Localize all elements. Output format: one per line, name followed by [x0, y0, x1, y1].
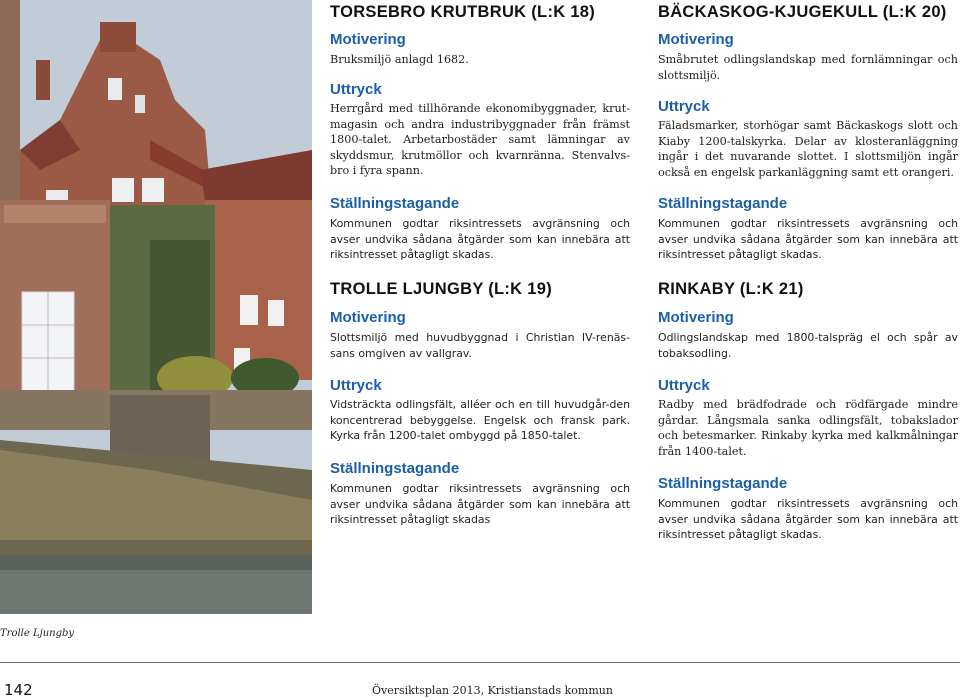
section-title: TORSEBRO KRUTBRUK (L:K 18) [330, 3, 596, 21]
section-backaskog-kjugekull [658, 2, 958, 22]
motivering-heading: Motivering [658, 309, 734, 326]
section-title: BÄCKASKOG-KJUGEKULL (L:K 20) [658, 3, 947, 21]
section-trolle-ljungby [330, 279, 630, 299]
uttryck-text: Vidsträckta odlingsfält, alléer och en till huvudgår-den koncentrerad bebyggelse. Engelsk och fransk park. Kyrka från 1200-talet ombyggd på 1850-talet. [330, 398, 630, 443]
motivering-text: Småbrutet odlingslandskap med fornlämningar och slottsmiljö. [658, 53, 958, 82]
section-torsebro [330, 2, 630, 22]
footer-divider [0, 662, 960, 663]
uttryck-heading: Uttryck [330, 377, 382, 394]
motivering-text: Odlingslandskap med 1800-talspräg el och spår av tobaksodling. [658, 331, 958, 360]
photo-caption: Trolle Ljungby [0, 628, 75, 639]
stallningstagande-text: Kommunen godtar riksintressets avgränsning och avser undvika sådana åtgärder som kan innebära att riksintresset påtagligt skadas. [658, 217, 958, 262]
section-title: TROLLE LJUNGBY (L:K 19) [330, 280, 553, 298]
section-title: RINKABY (L:K 21) [658, 280, 804, 298]
uttryck-heading: Uttryck [658, 377, 710, 394]
section-rinkaby [658, 279, 958, 299]
stallningstagande-heading: Ställningstagande [330, 195, 460, 212]
castle-photo [0, 0, 312, 614]
motivering-text: Bruksmiljö anlagd 1682. [330, 53, 469, 66]
uttryck-heading: Uttryck [658, 98, 710, 115]
uttryck-text: Radby med brädfodrade och rödfärgade mindre gårdar. Långsmala sanka odlingsfält, tobakslador och betesmarker. Rinkaby kyrka med kalkmålningar från 1400-talet. [658, 398, 958, 458]
motivering-heading: Motivering [658, 31, 734, 48]
uttryck-heading: Uttryck [330, 81, 382, 98]
stallningstagande-heading: Ställningstagande [658, 475, 788, 492]
uttryck-text: Fäladsmarker, storhögar samt Bäckaskogs slott och Kiaby 1200-talskyrka. Delar av klosteranläggning ingår i det nuvarande slottet. I slottsmiljön ingår också en engelsk parkanläggning samt ett orangeri. [658, 119, 958, 179]
page-number: 142 [4, 681, 33, 699]
motivering-heading: Motivering [330, 309, 406, 326]
stallningstagande-text: Kommunen godtar riksintressets avgränsning och avser undvika sådana åtgärder som kan innebära att riksintresset påtagligt skadas. [330, 217, 630, 262]
stallningstagande-text: Kommunen godtar riksintressets avgränsning och avser undvika sådana åtgärder som kan innebära att riksintresset påtagligt skadas [330, 482, 630, 527]
stallningstagande-heading: Ställningstagande [330, 460, 460, 477]
stallningstagande-heading: Ställningstagande [658, 195, 788, 212]
motivering-text: Slottsmiljö med huvudbyggnad i Christian IV-renäs-sans omgiven av vallgrav. [330, 331, 630, 360]
stallningstagande-text: Kommunen godtar riksintressets avgränsning och avser undvika sådana åtgärder som kan innebära att riksintresset påtagligt skadas. [658, 497, 958, 542]
motivering-heading: Motivering [330, 31, 406, 48]
uttryck-text: Herrgård med tillhörande ekonomibyggnader, krut-magasin och andra industribyggnader från främst 1800-talet. Arbetarbostäder samt lämningar av skyddsmur, krutmöllor och kvarnränna. Stenvalvs-bro i fyra spann. [330, 102, 630, 178]
footer-title: Översiktsplan 2013, Kristianstads kommun [372, 684, 613, 697]
